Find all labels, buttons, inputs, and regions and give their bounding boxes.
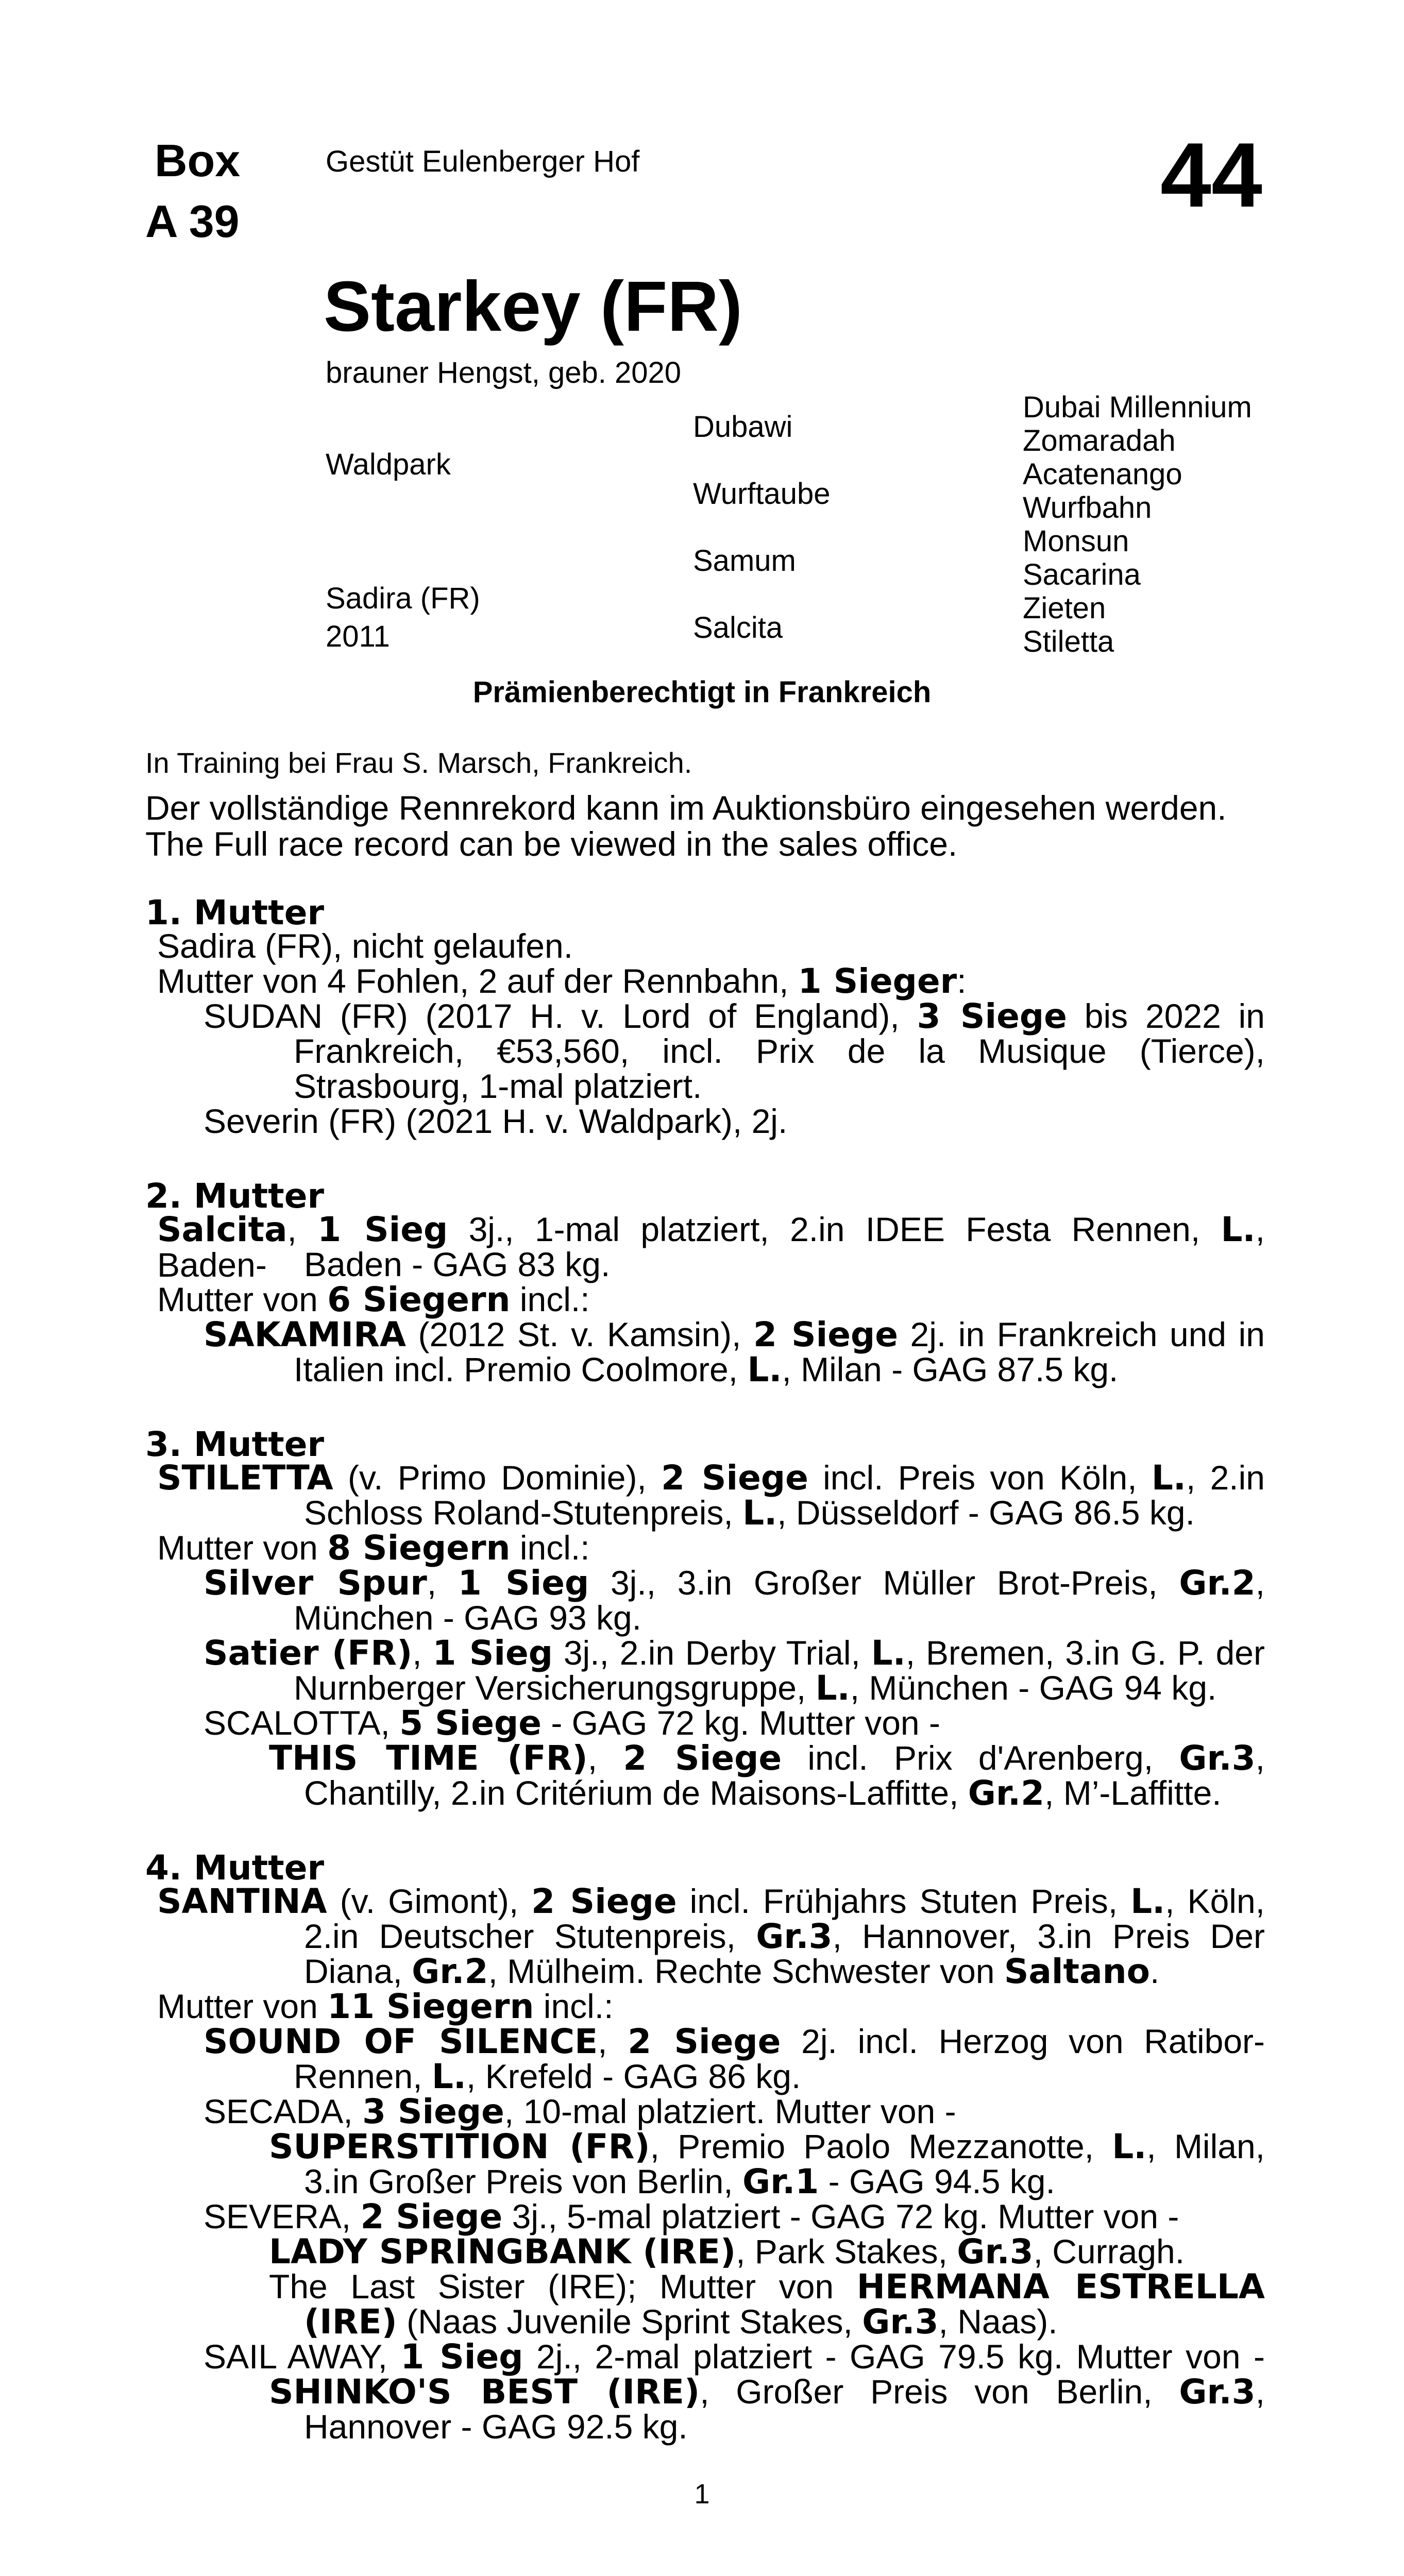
pedigree-gen3-item: Dubai Millennium	[1023, 391, 1252, 424]
record-note-en: The Full race record can be viewed in the sales office.	[145, 825, 958, 863]
produce-entry-continued: Italien incl. Premio Coolmore, L., Milan - GAG 87.5 kg.	[294, 1350, 1119, 1389]
produce-offspring: The Last Sister (IRE); Mutter von HERMANA ESTRELLA	[269, 2267, 1265, 2307]
horse-description: brauner Hengst, geb. 2020	[326, 356, 682, 389]
produce-entry: Silver Spur, 1 Sieg 3j., 3.in Großer Müller Brot-Preis, Gr.2,	[204, 1563, 1265, 1603]
dam-line-continued: 2.in Deutscher Stutenpreis, Gr.3, Hannover, 3.in Preis Der	[304, 1917, 1265, 1956]
dam-line: Sadira (FR), nicht gelaufen.	[157, 927, 573, 965]
produce-entry-continued: Strasbourg, 1-mal platziert.	[294, 1067, 702, 1105]
pedigree-sire: Waldpark	[326, 448, 451, 481]
pedigree-dam-dam: Salcita	[693, 611, 783, 645]
dam-produce-summary: Mutter von 4 Fohlen, 2 auf der Rennbahn, 1 Sieger:	[157, 961, 967, 1001]
produce-entry-continued: Frankreich, €53,560, incl. Prix de la Musique (Tierce),	[294, 1032, 1265, 1070]
produce-entry-continued: Nurnberger Versicherungsgruppe, L., München - GAG 94 kg.	[294, 1668, 1217, 1708]
pedigree-gen3-item: Zieten	[1023, 591, 1106, 625]
produce-entry: Satier (FR), 1 Sieg 3j., 2.in Derby Trial, L., Bremen, 3.in G. P. der	[204, 1633, 1265, 1673]
box-number: A 39	[145, 196, 240, 247]
produce-offspring: LADY SPRINGBANK (IRE), Park Stakes, Gr.3, Curragh.	[269, 2232, 1185, 2272]
pedigree-dam-year: 2011	[326, 620, 390, 653]
pedigree-gen3-item: Stiletta	[1023, 625, 1114, 658]
section-title: 4. Mutter	[145, 1848, 325, 1888]
produce-offspring: SHINKO'S BEST (IRE), Großer Preis von Berlin, Gr.3,	[269, 2372, 1265, 2412]
dam-line: STILETTA (v. Primo Dominie), 2 Siege incl. Preis von Köln, L., 2.in	[157, 1458, 1265, 1498]
page-number: 1	[694, 2479, 710, 2510]
produce-offspring-continued: Chantilly, 2.in Critérium de Maisons-Laffitte, Gr.2, M’-Laffitte.	[304, 1773, 1222, 1813]
produce-offspring-continued: 3.in Großer Preis von Berlin, Gr.1 - GAG 94.5 kg.	[304, 2162, 1055, 2201]
pedigree-gen3-item: Sacarina	[1023, 558, 1141, 591]
dam-line: SANTINA (v. Gimont), 2 Siege incl. Frühjahrs Stuten Preis, L., Köln,	[157, 1882, 1265, 1921]
box-label: Box	[155, 135, 241, 186]
record-note-de: Der vollständige Rennrekord kann im Auktionsbüro eingesehen werden.	[145, 789, 1227, 827]
produce-entry: SUDAN (FR) (2017 H. v. Lord of England), 3 Siege bis 2022 in	[204, 996, 1265, 1036]
premium-note: Prämienberechtigt in Frankreich	[472, 675, 932, 709]
section-title: 3. Mutter	[145, 1425, 325, 1464]
pedigree-dam: Sadira (FR)	[326, 582, 480, 615]
produce-offspring-continued: (IRE) (Naas Juvenile Sprint Stakes, Gr.3, Naas).	[304, 2302, 1058, 2342]
dam-produce-summary: Mutter von 8 Siegern incl.:	[157, 1528, 590, 1568]
produce-entry-continued: München - GAG 93 kg.	[294, 1599, 641, 1637]
dam-line-continued: Diana, Gr.2, Mülheim. Rechte Schwester von Saltano.	[304, 1952, 1160, 1991]
section-title: 1. Mutter	[145, 893, 325, 933]
pedigree-sire-dam: Wurftaube	[693, 477, 831, 511]
produce-entry-continued: Rennen, L., Krefeld - GAG 86 kg.	[294, 2057, 801, 2096]
produce-entry: SECADA, 3 Siege, 10-mal platziert. Mutter von -	[204, 2092, 956, 2131]
produce-entry: SAKAMIRA (2012 St. v. Kamsin), 2 Siege 2j. in Frankreich und in	[204, 1315, 1265, 1354]
produce-entry: SAIL AWAY, 1 Sieg 2j., 2-mal platziert - GAG 79.5 kg. Mutter von -	[204, 2337, 1265, 2377]
dam-line-continued: Schloss Roland-Stutenpreis, L., Düsseldorf - GAG 86.5 kg.	[304, 1493, 1195, 1533]
section-title: 2. Mutter	[145, 1176, 325, 1216]
produce-offspring-continued: Hannover - GAG 92.5 kg.	[304, 2408, 688, 2446]
pedigree-sire-sire: Dubawi	[693, 410, 793, 444]
dam-produce-summary: Mutter von 6 Siegern incl.:	[157, 1280, 590, 1319]
dam-line-continued: Baden - GAG 83 kg.	[304, 1245, 611, 1283]
dam-line: Salcita, 1 Sieg 3j., 1-mal platziert, 2.in IDEE Festa Rennen, L., Baden-	[157, 1210, 1265, 1284]
pedigree-gen3-item: Monsun	[1023, 524, 1129, 558]
produce-offspring: SUPERSTITION (FR), Premio Paolo Mezzanotte, L., Milan,	[269, 2127, 1265, 2166]
pedigree-gen3-item: Acatenango	[1023, 457, 1182, 491]
produce-entry: SOUND OF SILENCE, 2 Siege 2j. incl. Herzog von Ratibor-	[204, 2022, 1265, 2061]
produce-offspring: THIS TIME (FR), 2 Siege incl. Prix d'Arenberg, Gr.3,	[269, 1738, 1265, 1778]
horse-name: Starkey (FR)	[324, 267, 742, 346]
produce-entry: SEVERA, 2 Siege 3j., 5-mal platziert - GAG 72 kg. Mutter von -	[204, 2197, 1179, 2236]
pedigree-gen3-item: Wurfbahn	[1023, 491, 1152, 524]
produce-entry: SCALOTTA, 5 Siege - GAG 72 kg. Mutter von -	[204, 1703, 940, 1743]
stud-name: Gestüt Eulenberger Hof	[326, 145, 640, 178]
training-note: In Training bei Frau S. Marsch, Frankreich.	[145, 747, 692, 779]
pedigree-gen3-item: Zomaradah	[1023, 424, 1176, 457]
pedigree-dam-sire: Samum	[693, 544, 796, 578]
produce-entry: Severin (FR) (2021 H. v. Waldpark), 2j.	[204, 1102, 788, 1140]
lot-number: 44	[1160, 124, 1262, 226]
dam-produce-summary: Mutter von 11 Siegern incl.:	[157, 1987, 614, 2026]
